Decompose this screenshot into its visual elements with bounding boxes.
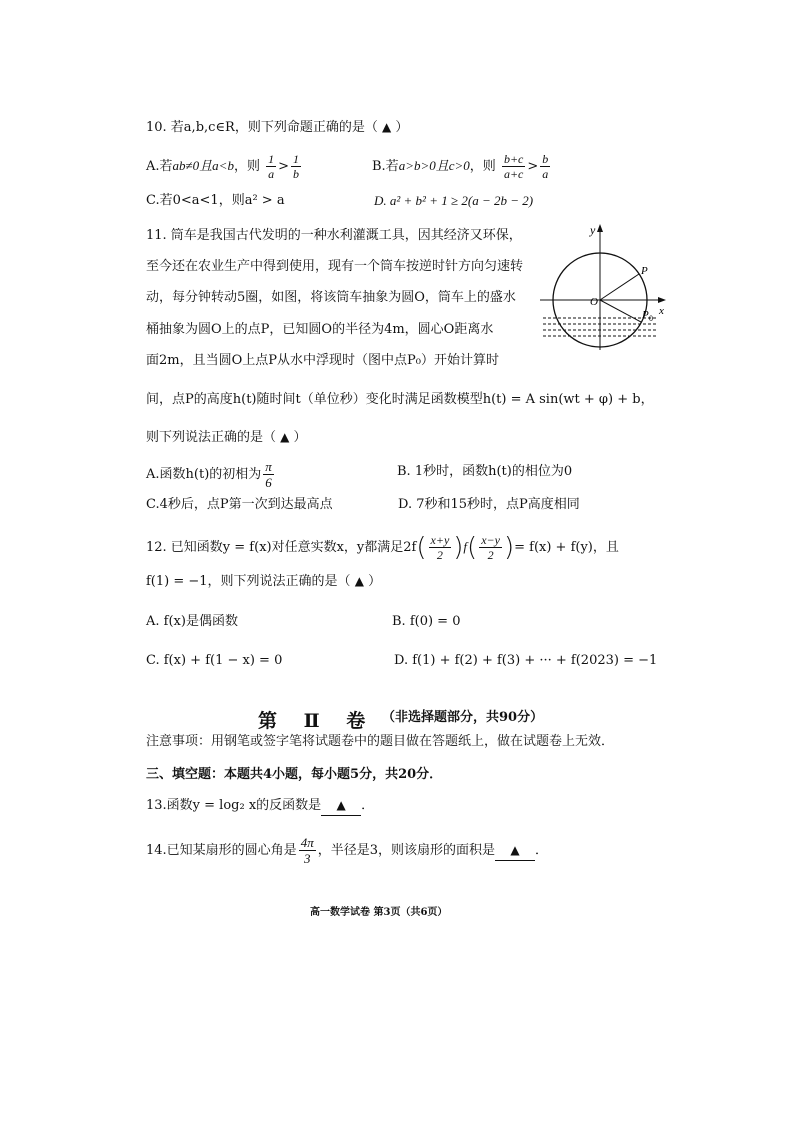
q14: 14.已知某扇形的圆心角是 $\frac{4\pi}{3}$ ，半径是3，则该扇形的面积是 ▲ ．: [146, 835, 548, 866]
water-wheel-figure: [535, 222, 670, 350]
q11-option-d: D. 7秒和15秒时，点P高度相同: [398, 497, 580, 512]
fig-label-p: P: [641, 265, 648, 277]
q13: 13.函数y = log₂ x的反函数是 ▲ ．: [146, 796, 374, 816]
fig-label-p0: P: [642, 309, 649, 321]
fig-label-o: O: [590, 296, 598, 308]
q11-line7: 则下列说法正确的是（ ▲ ）: [146, 430, 307, 445]
q12-option-a: A. f(x)是偶函数: [146, 614, 238, 629]
q11-line5: 面2m，且当圆O上点P从水中浮现时（图中点P₀）开始计算时: [146, 353, 499, 368]
fig-label-x: x: [659, 305, 664, 317]
q11-option-b: B. 1秒时，函数h(t)的相位为0: [397, 464, 573, 479]
q11-option-c: C.4秒后，点P第一次到达最高点: [146, 497, 333, 512]
q10-option-d: D. a² + b² + 1 ≥ 2(a − 2b − 2): [374, 193, 534, 208]
q11-line4: 桶抽象为圆O上的点P，已知圆O的半径为4m，圆心O距离水: [146, 322, 494, 337]
q10-option-c: C.若0<a<1，则a² > a: [146, 193, 285, 208]
q11-line1: 11. 筒车是我国古代发明的一种水利灌溉工具，因其经济又环保，: [146, 228, 522, 243]
part2-subtitle: （非选择题部分，共90分）: [382, 710, 544, 725]
q10-option-b: B.若a>b>0且c>0，则 $\frac{b+c}{a+c}$ > $\frac{b}{a}$: [372, 152, 549, 181]
part2-notice: 注意事项：用钢笔或签字笔将试题卷中的题目做在答题纸上，做在试题卷上无效．: [146, 734, 615, 749]
q11-option-a: A.函数h(t)的初相为 $\frac{\pi}{6}$: [146, 459, 272, 490]
q10-option-a: A.若ab≠0且a<b，则 $\frac{1}{a}$ > $\frac{1}{b}$: [146, 152, 300, 181]
q12-option-b: B. f(0) = 0: [392, 614, 461, 629]
q12-line2: f(1) = −1，则下列说法正确的是（ ▲ ）: [146, 574, 382, 589]
q12-option-c: C. f(x) + f(1 − x) = 0: [146, 653, 283, 668]
fig-label-p0-sub: 0: [649, 314, 653, 323]
q12-line1: 12. 已知函数y = f(x)对任意实数x，y都满足2f( $\frac{x+y}{2}$ )f( $\frac{x-y}{2}$ )= f(x) + f(y)，且: [146, 532, 619, 563]
q11-line2: 至今还在农业生产中得到使用，现有一个筒车按逆时针方向匀速转: [146, 259, 524, 274]
q11-line6: 间，点P的高度h(t)随时间t（单位秒）变化时满足函数模型h(t) = A sin(wt + φ) + b，: [146, 392, 654, 407]
q11-line3: 动，每分钟转动5圈，如图，将该筒车抽象为圆O，筒车上的盛水: [146, 290, 516, 305]
q12-option-d: D. f(1) + f(2) + f(3) + ··· + f(2023) = −1: [394, 653, 658, 668]
page-footer: 高一数学试卷 第3页（共6页）: [310, 907, 448, 918]
q10-stem: 10. 若a,b,c∈R，则下列命题正确的是（ ▲ ）: [146, 120, 409, 135]
fig-label-y: y: [590, 223, 596, 237]
section3-heading: 三、填空题：本题共4小题，每小题5分，共20分．: [146, 767, 443, 782]
part2-title: 第 Ⅱ 卷: [258, 710, 376, 732]
